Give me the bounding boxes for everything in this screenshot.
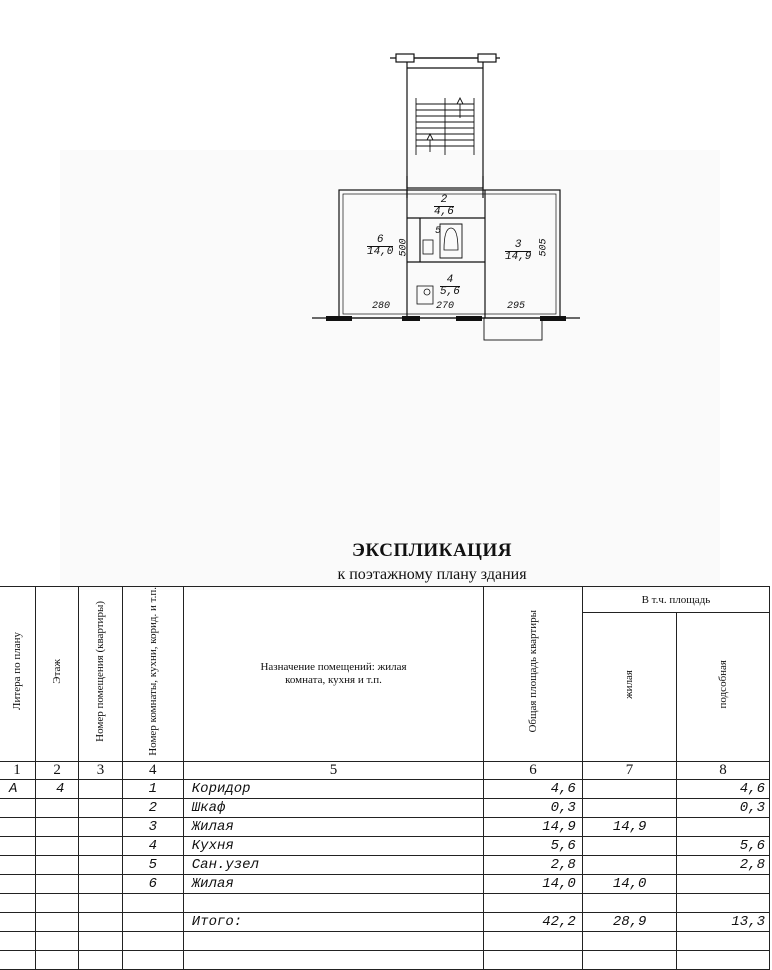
cell-liter: А: [0, 779, 35, 798]
header-living-text: жилая: [623, 669, 636, 699]
cell-total: 42,2: [484, 912, 583, 931]
cell-no: 4: [122, 836, 183, 855]
table-row: [0, 912, 770, 931]
cell-no: 3: [122, 817, 183, 836]
header-purpose-text: Назначение помещений: жилая комната, кухня и т.п.: [260, 660, 407, 686]
header-aux-text: подсобная: [717, 660, 730, 709]
dimension-280: 280: [372, 301, 391, 312]
cell-floor: [35, 893, 78, 912]
cell-apt-no: [79, 836, 123, 855]
col-number: 8: [677, 761, 770, 779]
cell-living: [582, 798, 676, 817]
cell-no: [122, 931, 183, 950]
header-total-text: Общая площадь квартиры: [527, 610, 540, 733]
room-number: 5: [435, 226, 442, 237]
cell-apt-no: [79, 855, 123, 874]
cell-apt-no: [79, 912, 123, 931]
cell-living: [582, 836, 676, 855]
cell-living: 14,9: [582, 817, 676, 836]
table-row: [0, 931, 770, 950]
header-total: [484, 587, 583, 762]
table-row: [0, 874, 770, 893]
cell-apt-no: [79, 893, 123, 912]
room-number: 3: [514, 239, 522, 251]
room-number: 4: [446, 274, 454, 286]
explication-table: [0, 586, 770, 970]
cell-total: [484, 893, 583, 912]
header-floor: [35, 587, 78, 762]
room-area: 14,0: [367, 246, 394, 258]
header-room-no: [122, 587, 183, 762]
room-label-3: [505, 240, 531, 263]
table-row: [0, 779, 770, 798]
dimension-270: 270: [436, 301, 455, 312]
cell-total: 5,6: [484, 836, 583, 855]
cell-apt-no: [79, 798, 123, 817]
cell-total: [484, 931, 583, 950]
cell-total: 14,0: [484, 874, 583, 893]
cell-living: [582, 855, 676, 874]
room-area: 14,9: [505, 251, 532, 263]
cell-living: [582, 779, 676, 798]
cell-no: 6: [122, 874, 183, 893]
table-body: [0, 779, 770, 969]
cell-floor: [35, 836, 78, 855]
col-number: 4: [122, 761, 183, 779]
room-label-6: [367, 235, 393, 258]
cell-floor: [35, 817, 78, 836]
cell-liter: [0, 836, 35, 855]
cell-name: Шкаф: [183, 798, 483, 817]
cell-liter: [0, 798, 35, 817]
table-header-row: [0, 587, 770, 613]
header-purpose: [183, 587, 483, 762]
floor-plan-drawing: [0, 0, 772, 350]
balcony: [484, 318, 542, 340]
cell-total: 0,3: [484, 798, 583, 817]
col-number: 6: [484, 761, 583, 779]
header-living: [582, 613, 676, 762]
col-number: 1: [0, 761, 35, 779]
cell-no: [122, 912, 183, 931]
room-label-2: [434, 195, 454, 218]
dimension-505: 505: [538, 238, 550, 257]
cell-name: Жилая: [183, 817, 483, 836]
table-row: [0, 893, 770, 912]
cell-apt-no: [79, 931, 123, 950]
cell-no: 5: [122, 855, 183, 874]
cell-liter: [0, 817, 35, 836]
cell-name: Жилая: [183, 874, 483, 893]
cell-name: Итого:: [183, 912, 483, 931]
cell-total: 2,8: [484, 855, 583, 874]
cell-apt-no: [79, 874, 123, 893]
cell-aux: 13,3: [677, 912, 770, 931]
col-number: 2: [35, 761, 78, 779]
cell-liter: [0, 912, 35, 931]
column-number-row: [0, 761, 770, 779]
room-label-5: [435, 226, 441, 237]
cell-living: 28,9: [582, 912, 676, 931]
cell-name: [183, 893, 483, 912]
header-floor-text: Этаж: [51, 659, 64, 684]
cell-liter: [0, 874, 35, 893]
cell-aux: [677, 874, 770, 893]
cell-liter: [0, 931, 35, 950]
col-number: 5: [183, 761, 483, 779]
cell-apt-no: [79, 779, 123, 798]
cell-aux: [677, 817, 770, 836]
cell-living: [582, 893, 676, 912]
dimension-500: 500: [398, 238, 410, 257]
table-row: [0, 817, 770, 836]
cell-floor: [35, 855, 78, 874]
room-number: 2: [440, 194, 448, 206]
cell-floor: [35, 798, 78, 817]
room-number: 6: [376, 234, 384, 246]
header-liter-text: Литера по плану: [10, 632, 23, 711]
cell-living: [582, 931, 676, 950]
cell-living: 14,0: [582, 874, 676, 893]
col-number: 7: [582, 761, 676, 779]
explication-subtitle: к поэтажному плану здания: [337, 566, 527, 583]
cell-apt-no: [79, 817, 123, 836]
cell-no: 2: [122, 798, 183, 817]
cell-liter: [0, 893, 35, 912]
header-apt-no-text: Номер помещения (квартиры): [94, 600, 107, 742]
floor-plan: [0, 0, 772, 350]
header-room-no-text: Номер комнаты, кухни, корид. и т.п.: [146, 587, 159, 756]
room-area: 5,6: [440, 286, 460, 298]
header-apt-no: [79, 587, 123, 762]
col-number: 3: [79, 761, 123, 779]
cell-aux: 5,6: [677, 836, 770, 855]
cell-floor: [35, 874, 78, 893]
cell-total: 4,6: [484, 779, 583, 798]
header-incl: В т.ч. площадь: [582, 587, 769, 613]
table-row: [0, 855, 770, 874]
cell-name: [183, 931, 483, 950]
room-area: 4,6: [434, 206, 454, 218]
cell-no: [122, 893, 183, 912]
room-label-4: [440, 275, 460, 298]
dimension-295: 295: [507, 301, 526, 312]
cell-name: Сан.узел: [183, 855, 483, 874]
cell-floor: [35, 912, 78, 931]
cell-name: Кухня: [183, 836, 483, 855]
header-liter: [0, 587, 35, 762]
table-row: [0, 836, 770, 855]
cell-liter: [0, 855, 35, 874]
cell-name: Коридор: [183, 779, 483, 798]
cell-floor: [35, 931, 78, 950]
stairs: [416, 98, 474, 155]
cell-floor: 4: [35, 779, 78, 798]
cell-aux: 2,8: [677, 855, 770, 874]
explication-title: ЭКСПЛИКАЦИЯ: [352, 540, 512, 561]
cell-aux: 0,3: [677, 798, 770, 817]
cell-total: 14,9: [484, 817, 583, 836]
cell-aux: [677, 931, 770, 950]
cell-no: 1: [122, 779, 183, 798]
table-row: [0, 798, 770, 817]
header-aux: [677, 613, 770, 762]
cell-aux: 4,6: [677, 779, 770, 798]
cell-aux: [677, 893, 770, 912]
